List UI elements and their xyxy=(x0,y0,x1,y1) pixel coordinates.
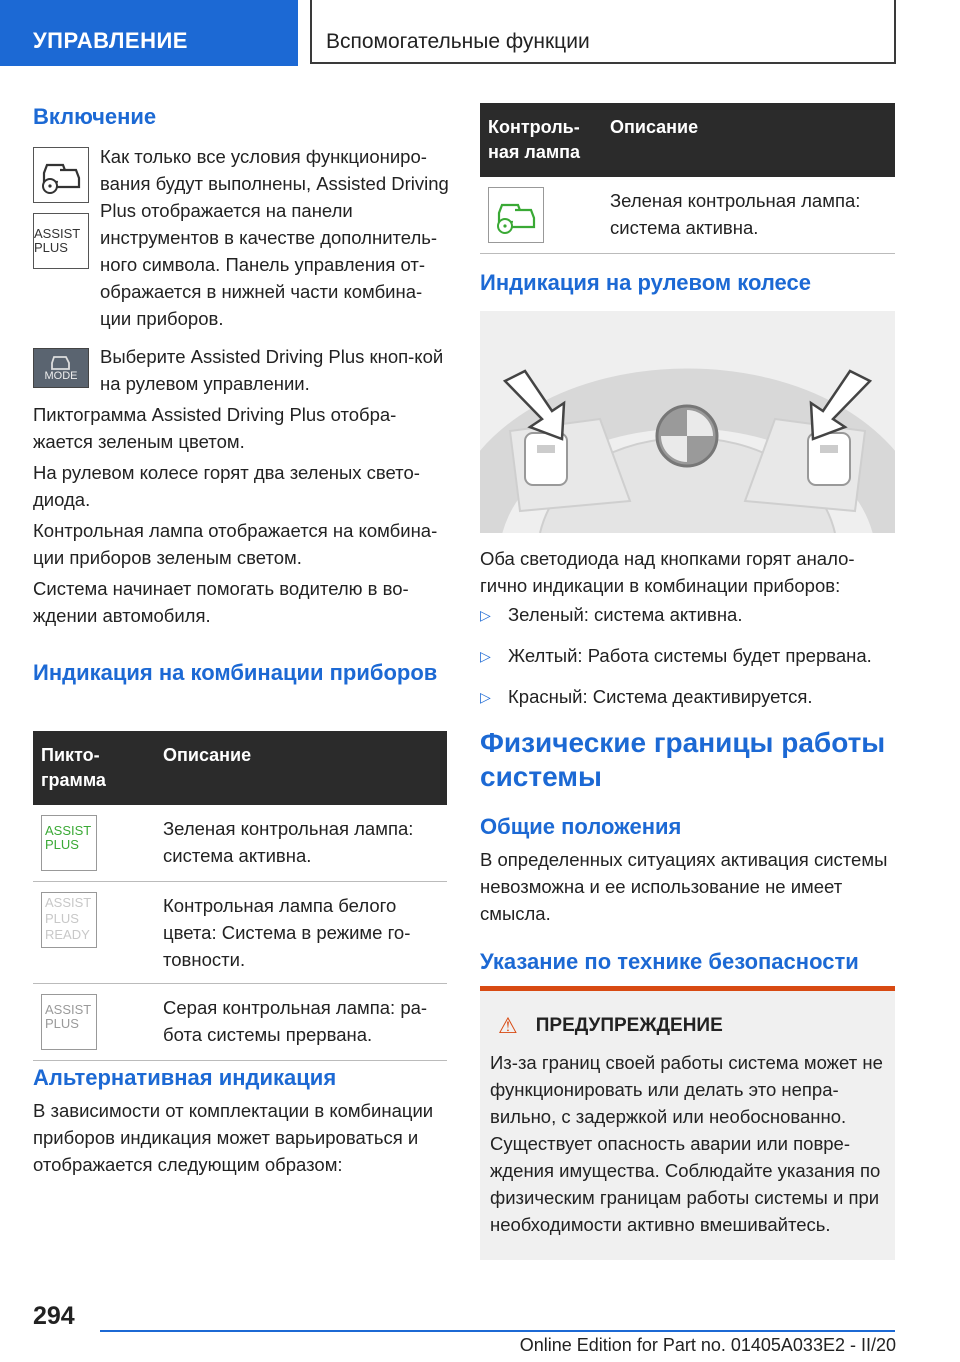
chapter-title: Вспомогательные функции xyxy=(312,0,896,64)
assist-plus-icon: ASSIST PLUS xyxy=(33,213,89,269)
general-text: В определенных ситуациях активация системы невозможна и ее использование не имеет смысла. xyxy=(480,849,888,924)
col-description: Описание xyxy=(155,731,447,805)
assist-plus-green-icon: ASSIST PLUS xyxy=(41,815,97,871)
list-item: ▷ Зеленый: система активна. xyxy=(480,601,895,629)
wheel-text: Оба светодиода над кнопками горят анало-гично индикации в комбинации приборов: xyxy=(480,548,855,596)
alt-text: В зависимости от комплектации в комбинации приборов индикация может варьироваться и отображается следующим образом: xyxy=(33,1100,434,1175)
col-description: Описание xyxy=(602,103,895,177)
col-pictogram: Пикто-грамма xyxy=(33,731,155,805)
edition-text: Online Edition for Part no. 01405A033E2 - II/20 xyxy=(519,1335,896,1355)
table-row xyxy=(33,805,447,882)
cluster-table xyxy=(33,731,447,1061)
cluster-heading: Индикация на комбинации приборов xyxy=(33,660,438,685)
driving-assistant-icon xyxy=(33,147,89,203)
table-row xyxy=(33,882,447,984)
table-cell: Зеленая контрольная лампа: система активна. xyxy=(155,805,447,882)
table-row xyxy=(33,984,447,1061)
lamp-table xyxy=(480,103,895,254)
assist-plus-ready-icon: ASSIST PLUS READY xyxy=(41,892,97,948)
section-tab: УПРАВЛЕНИЕ xyxy=(0,0,298,66)
col-lamp: Контроль-ная лампа xyxy=(480,103,602,177)
paragraph-3: Контрольная лампа отображается на комбина-ции приборов зеленым светом. xyxy=(33,520,438,568)
table-row xyxy=(480,177,895,254)
warning-header xyxy=(490,1013,883,1039)
led-status-list xyxy=(480,601,895,724)
mode-text: Выберите Assisted Driving Plus кноп-кой на рулевом управлении. xyxy=(100,346,444,394)
paragraph-4: Система начинает помогать водителю в во-ждении автомобиля. xyxy=(33,578,409,626)
warning-triangle-icon: ⚠ xyxy=(498,1013,518,1038)
triangle-bullet-icon: ▷ xyxy=(480,607,491,623)
warning-title: ПРЕДУПРЕЖДЕНИЕ xyxy=(535,1015,723,1036)
warning-text: Из-за границ своей работы система может не функционировать или делать это непра-вильно, с задержкой или необоснованно. Существует опасность аварии или повре-ждения имущества. Соблюдайте указания по физическим границам работы системы и при необходимости активно вмешивайтесь. xyxy=(490,1052,883,1235)
footer-rule xyxy=(100,1330,895,1332)
paragraph-1: Пиктограмма Assisted Driving Plus отобра-жается зеленым цветом. xyxy=(33,404,397,452)
steering-wheel-image xyxy=(480,311,895,533)
wheel-heading: Индикация на рулевом колесе xyxy=(480,270,811,295)
table-cell: Зеленая контрольная лампа: система активна. xyxy=(602,177,895,254)
list-item: ▷ Красный: Система деактивируется. xyxy=(480,683,895,711)
triangle-bullet-icon: ▷ xyxy=(480,689,491,705)
driving-assistant-green-icon xyxy=(488,187,544,243)
activation-text: Как только все условия функциониро-вания будут выполнены, Assisted Driving Plus отображается на панели инструментов в качестве дополнитель-ного символа. Панель управления от-ображается в нижней части комбина-ции приборов. xyxy=(100,146,449,329)
limits-heading: Физические границы работы системы xyxy=(480,727,886,792)
page-number: 294 xyxy=(33,1302,75,1330)
warning-box xyxy=(480,986,895,1260)
paragraph-2: На рулевом колесе горят два зеленых свето-диода. xyxy=(33,462,420,510)
activation-heading: Включение xyxy=(33,104,157,129)
table-cell: Серая контрольная лампа: ра-бота системы прервана. xyxy=(155,984,447,1061)
list-item: ▷ Желтый: Работа системы будет прервана. xyxy=(480,642,895,670)
alt-heading: Альтернативная индикация xyxy=(33,1065,337,1090)
assist-plus-grey-icon: ASSIST PLUS xyxy=(41,994,97,1050)
general-heading: Общие положения xyxy=(480,814,682,839)
triangle-bullet-icon: ▷ xyxy=(480,648,491,664)
safety-heading: Указание по технике безопасности xyxy=(480,949,859,974)
mode-button-icon: MODE xyxy=(33,348,89,388)
table-cell: Контрольная лампа белого цвета: Система в режиме го-товности. xyxy=(155,882,447,984)
